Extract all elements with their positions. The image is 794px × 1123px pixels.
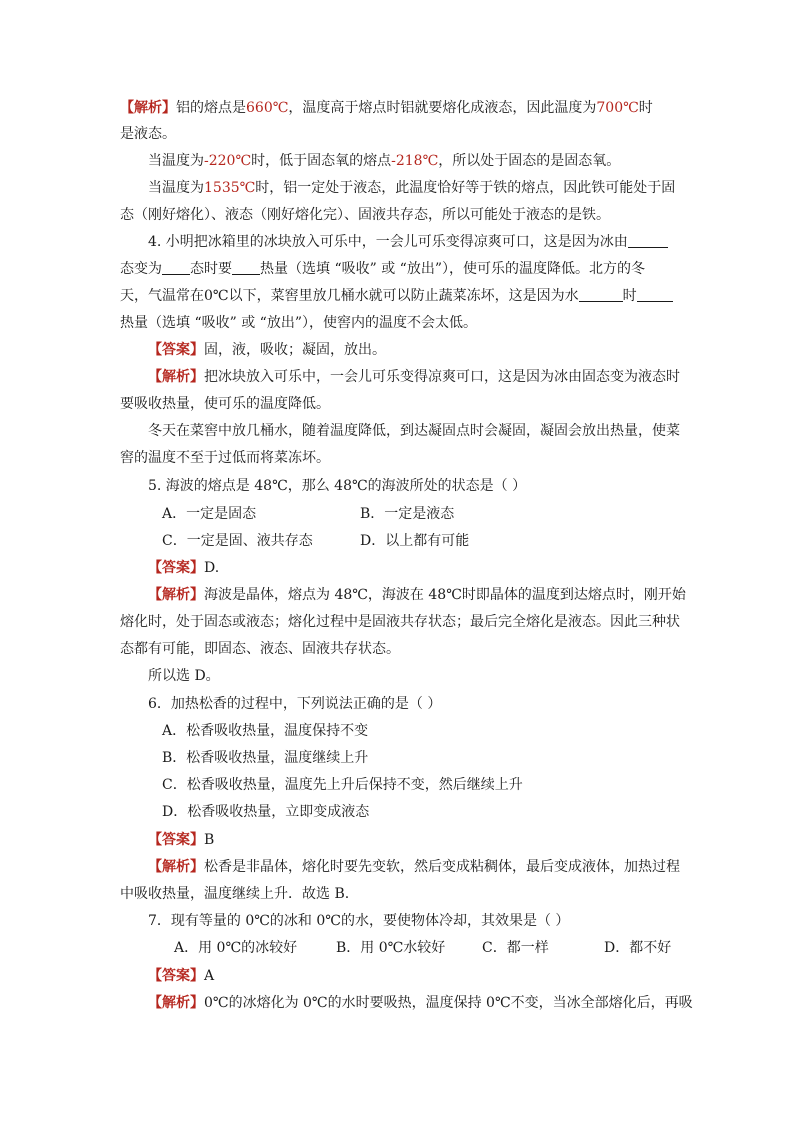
daan-tag: 【答案】 [148, 832, 204, 848]
q7-option-b: B．用 0℃水较好 [336, 940, 446, 956]
q5-explanation-line3: 态都有可能，即固态、液态、固液共存状态。 [120, 641, 400, 657]
jiexi-tag: 【解析】 [148, 369, 204, 385]
q7-option-a: A．用 0℃的冰较好 [174, 940, 298, 956]
p3-explanation-line1: 【解析】铝的熔点是660℃，温度高于熔点时铝就要熔化成液态，因此温度为700℃时 [120, 100, 653, 116]
p3-explanation-line2: 是液态。 [120, 126, 176, 142]
q5-option-a: A．一定是固态 [162, 506, 257, 522]
q4-answer: 【答案】固，液，吸收；凝固，放出。 [148, 342, 386, 358]
q4-stem-line3: 天，气温常在0℃以下，菜窖里放几桶水就可以防止蔬菜冻坏，这是因为水 时 [120, 286, 673, 306]
answer-blank [628, 233, 668, 248]
q6-option-a: A．松香吸收热量，温度保持不变 [162, 723, 369, 739]
q7-explanation-line1: 【解析】0℃的冰熔化为 0℃的水时要吸热，温度保持 0℃不变，当冰全部熔化后，再吸 [148, 995, 693, 1011]
q7-answer: 【答案】A [148, 968, 215, 984]
q4-explanation-line3: 冬天在菜窖中放几桶水，随着温度降低，到达凝固点时会凝固，凝固会放出热量，使菜 [148, 423, 680, 439]
p3-explanation-line3: 当温度为-220℃时，低于固态氧的熔点-218℃，所以处于固态的是固态氧。 [148, 153, 621, 169]
q6-explanation-line1: 【解析】松香是非晶体，熔化时要先变软，然后变成粘稠体，最后变成液体，加热过程 [148, 859, 680, 875]
daan-tag: 【答案】 [148, 968, 204, 984]
p3-explanation-line5: 态（刚好熔化）、液态（刚好熔化完）、固液共存态，所以可能处于液态的是铁。 [120, 207, 610, 223]
q6-option-b: B．松香吸收热量，温度继续上升 [162, 750, 369, 766]
q6-answer: 【答案】B [148, 832, 215, 848]
q7-stem: 7．现有等量的 0℃的冰和 0℃的水，要使物体冷却，其效果是（ ） [148, 913, 570, 929]
q5-stem: 5. 海波的熔点是 48℃，那么 48℃的海波所处的状态是（ ） [148, 478, 527, 494]
q6-option-d: D．松香吸收热量，立即变成液态 [162, 804, 370, 820]
q4-explanation-line2: 要吸收热量，使可乐的温度降低。 [120, 396, 330, 412]
q5-option-c: C．一定是固、液共存态 [162, 533, 313, 549]
q5-explanation-line1: 【解析】海波是晶体，熔点为 48℃，海波在 48℃时即晶体的温度到达熔点时，刚开始 [148, 587, 686, 603]
jiexi-tag: 【解析】 [148, 859, 204, 875]
p3-explanation-line4: 当温度为1535℃时，铝一定处于液态，此温度恰好等于铁的熔点，因此铁可能处于固 [148, 180, 676, 196]
q5-answer: 【答案】D. [148, 560, 220, 576]
jiexi-tag: 【解析】 [148, 587, 204, 603]
q7-option-d: D．都不好 [604, 940, 672, 956]
q6-stem: 6．加热松香的过程中，下列说法正确的是（ ） [148, 696, 442, 712]
jiexi-tag: 【解析】 [148, 995, 204, 1011]
q4-stem-line4: 热量（选填 “吸收” 或 “放出”），使窖内的温度不会太低。 [120, 315, 477, 331]
answer-blank [579, 287, 623, 302]
q4-explanation-line1: 【解析】把冰块放入可乐中，一会儿可乐变得凉爽可口，这是因为冰由固态变为液态时 [148, 369, 680, 385]
answer-blank [162, 260, 190, 275]
q5-option-d: D．以上都有可能 [360, 533, 470, 549]
q7-option-c: C．都一样 [482, 940, 549, 956]
q5-explanation-line2: 熔化时，处于固态或液态；熔化过程中是固液共存状态；最后完全熔化是液态。因此三种状 [120, 614, 680, 630]
answer-blank [637, 287, 673, 302]
q6-option-c: C．松香吸收热量，温度先上升后保持不变，然后继续上升 [162, 777, 523, 793]
q6-explanation-line2: 中吸收热量，温度继续上升．故选 B. [120, 886, 350, 902]
daan-tag: 【答案】 [148, 560, 204, 576]
q5-explanation-line4: 所以选 D。 [148, 668, 220, 684]
q4-stem-line1: 4. 小明把冰箱里的冰块放入可乐中，一会儿可乐变得凉爽可口，这是因为冰由 [148, 232, 668, 252]
q5-option-b: B．一定是液态 [360, 506, 455, 522]
jiexi-tag: 【解析】 [120, 100, 176, 116]
q4-stem-line2: 态变为 态时要 热量（选填 “吸收” 或 “放出”），使可乐的温度降低。北方的冬 [120, 261, 645, 277]
daan-tag: 【答案】 [148, 342, 204, 358]
answer-blank [232, 260, 260, 275]
q4-explanation-line4: 窖的温度不至于过低而将菜冻坏。 [120, 450, 330, 466]
